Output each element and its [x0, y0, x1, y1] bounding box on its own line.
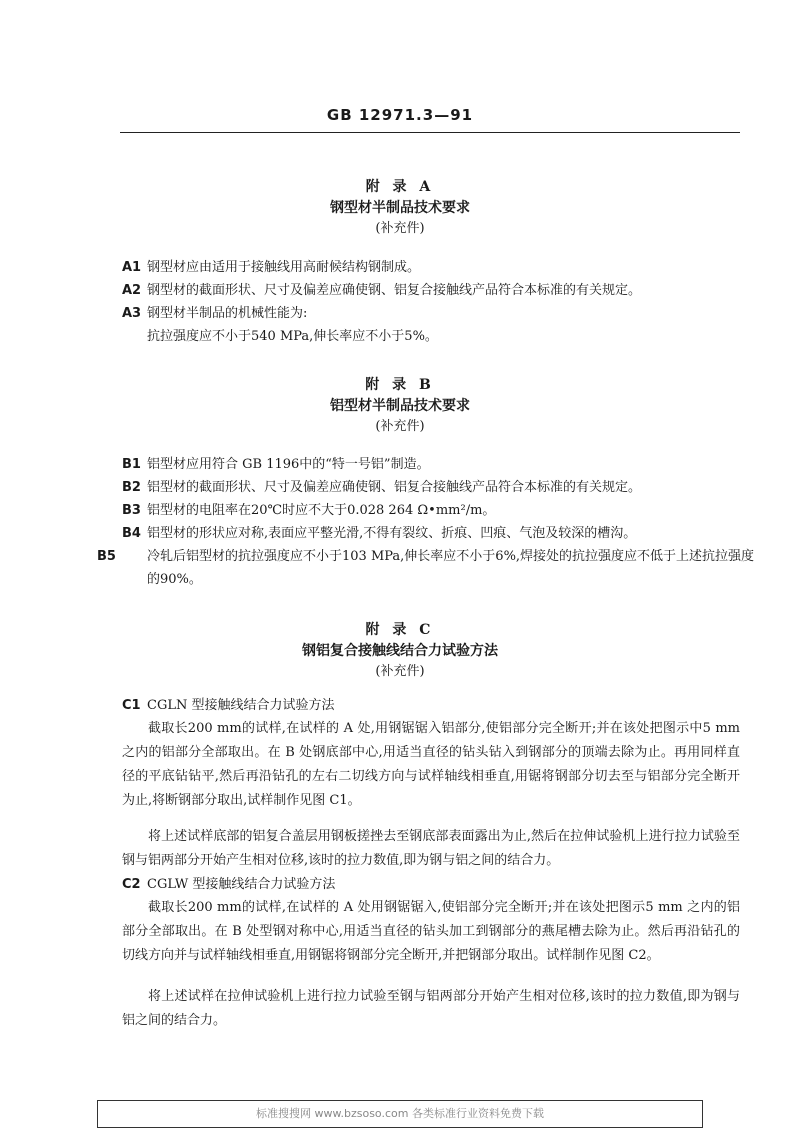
c1-paragraph-1: 截取长200 mm的试样,在试样的 A 处,用钢锯锯入铝部分,使铝部分完全断开;并在该处把图示中5 mm之内的铝部分全部取出。在 B 处钢底部中心,用适当直径的钻头钻入到钢部分的顶端去除为止。再用同样直径的平底钻钻平,然后再沿钻孔的左右二切线方向与试样轴线相垂直,用锯将钢部分切去至与铝部分完全断开为止,将断钢部分取出,试样制作见图 C1。 [122, 721, 740, 808]
appendix-c-heading [0, 620, 800, 682]
item-text: 铝型材应用符合 GB 1196中的“特一号铝”制造。 [147, 457, 430, 472]
item-a3 [122, 302, 740, 325]
item-text: 冷轧后铝型材的抗拉强度应不小于103 MPa,伸长率应不小于6%,焊接处的抗拉强度应不低于上述抗拉强度的90%。 [147, 549, 755, 587]
appendix-b-title: 铝型材半制品技术要求 [330, 398, 470, 414]
c2-paragraph-2: 将上述试样在拉伸试验机上进行拉力试验至钢与铝两部分开始产生相对位移,该时的拉力数值,即为钢与铝之间的结合力。 [122, 989, 740, 1028]
item-code: C2 [122, 877, 141, 892]
item-text: 铝型材的电阻率在20℃时应不大于0.028 264 Ω•mm²/m。 [147, 503, 496, 518]
item-text: 铝型材的形状应对称,表面应平整光滑,不得有裂纹、折痕、凹痕、气泡及较深的槽沟。 [147, 526, 637, 541]
item-code: B5 [97, 549, 116, 564]
item-text: CGLN 型接触线结合力试验方法 [147, 698, 335, 713]
item-code: A1 [122, 260, 142, 275]
appendix-b-heading [0, 375, 800, 437]
item-b2 [122, 476, 740, 499]
item-code: A3 [122, 306, 142, 321]
header-rule [120, 132, 740, 133]
item-code: B1 [122, 457, 141, 472]
item-code: A2 [122, 283, 142, 298]
appendix-a-title: 钢型材半制品技术要求 [330, 200, 470, 216]
item-a1 [122, 256, 740, 279]
item-b3 [122, 499, 740, 522]
item-text: 钢型材应由适用于接触线用高耐候结构钢制成。 [147, 260, 421, 275]
appendix-a-heading [0, 177, 800, 239]
appendix-c-label: 附 录 C [365, 622, 435, 638]
item-a2 [122, 279, 740, 302]
appendix-b-subtitle: (补充件) [375, 419, 425, 434]
item-b5 [97, 545, 765, 591]
item-code: B4 [122, 526, 141, 541]
item-b1 [122, 453, 740, 476]
item-b4 [122, 522, 740, 545]
section-c2-heading [122, 873, 740, 896]
watermark-footer: 标准搜搜网 www.bzsoso.com 各类标准行业资料免费下载 [97, 1100, 703, 1128]
item-text: 钢型材半制品的机械性能为: [147, 306, 308, 321]
item-code: B3 [122, 503, 141, 518]
appendix-c-title: 钢铝复合接触线结合力试验方法 [302, 643, 498, 659]
item-text: 钢型材的截面形状、尺寸及偏差应确使钢、铝复合接触线产品符合本标准的有关规定。 [147, 283, 642, 298]
c2-paragraph-1: 截取长200 mm的试样,在试样的 A 处用钢锯锯入,使铝部分完全断开;并在该处把图示5 mm 之内的铝部分全部取出。在 B 处型钢对称中心,用适当直径的钻头加工到钢部分的燕尾槽去除为止。然后再沿钻孔的切线方向并与试样轴线相垂直,用钢锯将钢部分完全断开,并把钢部分取出。试样制作见图 C2。 [122, 900, 740, 963]
appendix-b-label: 附 录 B [365, 377, 435, 393]
appendix-a-label: 附 录 A [365, 179, 435, 195]
standard-number: GB 12971.3—91 [326, 106, 474, 124]
c1-paragraph-2: 将上述试样底部的铝复合盖层用钢板搓挫去至钢底部表面露出为止,然后在拉伸试验机上进行拉力试验至钢与铝两部分开始产生相对位移,该时的拉力数值,即为钢与铝之间的结合力。 [122, 829, 740, 868]
item-text: 铝型材的截面形状、尺寸及偏差应确使钢、铝复合接触线产品符合本标准的有关规定。 [147, 480, 642, 495]
item-a3-detail: 抗拉强度应不小于540 MPa,伸长率应不小于5%。 [147, 329, 438, 344]
appendix-a-subtitle: (补充件) [375, 221, 425, 236]
item-code: C1 [122, 698, 141, 713]
appendix-c-subtitle: (补充件) [375, 664, 425, 679]
section-c1-heading [122, 694, 740, 717]
item-code: B2 [122, 480, 141, 495]
item-text: CGLW 型接触线结合力试验方法 [147, 877, 336, 892]
